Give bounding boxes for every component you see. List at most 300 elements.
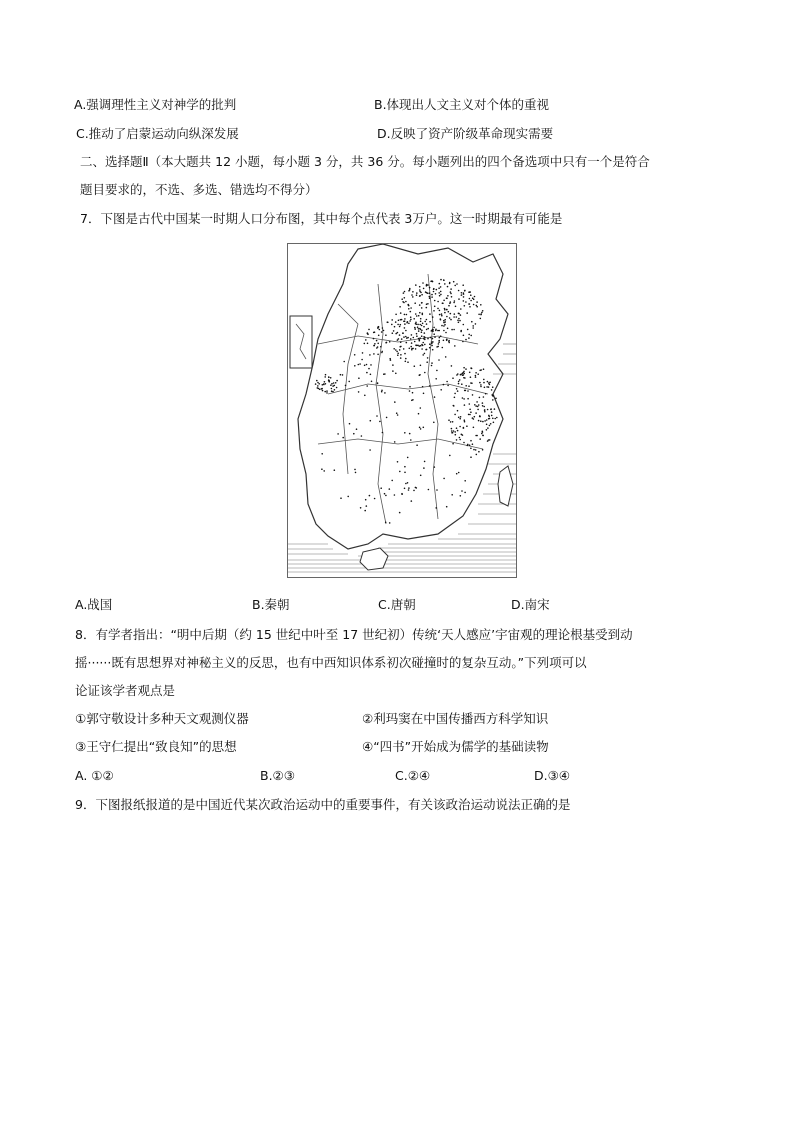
- population-dot: [463, 377, 465, 379]
- population-dot: [422, 386, 424, 388]
- population-dot: [415, 323, 417, 325]
- population-dot: [462, 373, 464, 375]
- population-dot: [460, 308, 462, 310]
- population-dot: [416, 487, 418, 489]
- population-dot: [421, 307, 423, 309]
- population-dot: [399, 471, 401, 473]
- population-dot: [422, 354, 424, 356]
- population-dot: [399, 326, 401, 328]
- population-dot: [464, 290, 466, 292]
- q8-stem-line1: 8．有学者指出：“明中后期（约 15 世纪中叶至 17 世纪初）传统‘天人感应’宇宙观的理论根基受到动: [75, 627, 633, 642]
- population-dot: [464, 419, 466, 421]
- population-dot: [484, 420, 486, 422]
- population-dot: [451, 494, 453, 496]
- population-dot: [322, 384, 324, 386]
- population-dot: [434, 396, 436, 398]
- population-dot: [463, 300, 465, 302]
- population-dot: [387, 321, 389, 323]
- population-dot: [407, 482, 409, 484]
- population-dot: [454, 300, 456, 302]
- population-dot: [458, 318, 460, 320]
- population-dot: [422, 342, 424, 344]
- population-dot: [381, 391, 383, 393]
- population-dot: [478, 404, 480, 406]
- population-dot: [404, 297, 406, 299]
- population-dot: [465, 368, 467, 370]
- population-dot: [459, 379, 461, 381]
- population-dot: [330, 377, 332, 379]
- population-dot: [456, 427, 458, 429]
- population-dot: [492, 395, 494, 397]
- population-dot: [331, 388, 333, 390]
- q8-option-d: D.③④: [534, 768, 571, 783]
- population-dot: [427, 357, 429, 359]
- population-dot: [453, 316, 455, 318]
- population-dot: [477, 373, 479, 375]
- population-dot: [450, 291, 452, 293]
- q7-option-d: D.南宋: [511, 597, 550, 612]
- population-dot: [364, 395, 366, 397]
- population-dot: [443, 320, 445, 322]
- population-dot: [482, 405, 484, 407]
- population-dot: [448, 419, 450, 421]
- population-dot: [451, 296, 453, 298]
- q8-item-3: ③王守仁提出“致良知”的思想: [75, 739, 237, 754]
- population-dot: [440, 279, 442, 281]
- population-dot: [465, 385, 467, 387]
- population-dot: [486, 386, 488, 388]
- population-dot: [421, 325, 423, 327]
- population-dot: [382, 327, 384, 329]
- population-dot: [475, 375, 477, 377]
- population-dot: [404, 327, 406, 329]
- population-dot: [450, 319, 452, 321]
- population-dot: [361, 435, 363, 437]
- population-dot: [483, 396, 485, 398]
- population-dot: [444, 312, 446, 314]
- population-dot: [358, 377, 360, 379]
- population-dot: [342, 437, 344, 439]
- population-dot: [400, 319, 402, 321]
- population-dot: [429, 313, 431, 315]
- population-dot: [374, 498, 376, 500]
- population-dot: [361, 359, 363, 361]
- population-dot: [411, 334, 413, 336]
- population-dot: [478, 420, 480, 422]
- population-dot: [370, 364, 372, 366]
- population-dot: [454, 414, 456, 416]
- population-dot: [415, 322, 417, 324]
- population-dot: [419, 374, 421, 376]
- population-dot: [475, 412, 477, 414]
- population-dot: [371, 381, 373, 383]
- population-dot: [490, 408, 492, 410]
- population-dot: [435, 329, 437, 331]
- population-dot: [486, 424, 488, 426]
- population-dot: [486, 419, 488, 421]
- population-dot: [434, 306, 436, 308]
- population-dot: [447, 286, 449, 288]
- population-dot: [368, 368, 370, 370]
- population-dot: [398, 338, 400, 340]
- population-dot: [413, 337, 415, 339]
- population-dot: [439, 295, 441, 297]
- population-dot: [401, 298, 403, 300]
- population-dot: [474, 404, 476, 406]
- population-dot: [436, 489, 438, 491]
- population-dot: [429, 287, 431, 289]
- q8-option-a: A. ①②: [75, 768, 114, 783]
- population-dot: [405, 330, 407, 332]
- population-dot: [443, 300, 445, 302]
- population-dot: [382, 432, 384, 434]
- population-dot: [459, 437, 461, 439]
- population-dot: [318, 383, 320, 385]
- population-dot: [434, 336, 436, 338]
- population-dot: [422, 323, 424, 325]
- population-dot: [439, 337, 441, 339]
- population-dot: [325, 374, 327, 376]
- population-dot: [419, 324, 421, 326]
- population-dot: [417, 324, 419, 326]
- population-dot: [479, 382, 481, 384]
- population-dot: [458, 472, 460, 474]
- population-dot: [342, 374, 344, 376]
- population-dot: [323, 470, 325, 472]
- population-dot: [419, 337, 421, 339]
- population-dot: [409, 386, 411, 388]
- population-dot: [430, 337, 432, 339]
- population-dot: [370, 374, 372, 376]
- population-dot: [356, 428, 358, 430]
- population-dot: [457, 410, 459, 412]
- population-dot: [377, 327, 379, 329]
- population-dot: [468, 414, 470, 416]
- population-dot: [456, 388, 458, 390]
- population-dot: [483, 379, 485, 381]
- population-dot: [435, 507, 437, 509]
- population-dot: [362, 352, 364, 354]
- population-dot: [426, 323, 428, 325]
- population-dot: [400, 357, 402, 359]
- population-dot: [492, 386, 494, 388]
- population-dot: [433, 327, 435, 329]
- population-dot: [472, 394, 474, 396]
- population-dot: [484, 409, 486, 411]
- population-dot: [421, 348, 423, 350]
- population-dot: [467, 398, 469, 400]
- population-dot: [397, 354, 399, 356]
- population-dot: [389, 488, 391, 490]
- population-dot: [419, 339, 421, 341]
- population-dot: [392, 332, 394, 334]
- population-dot: [473, 304, 475, 306]
- population-dot: [469, 403, 471, 405]
- population-dot: [438, 330, 440, 332]
- population-dot: [447, 385, 449, 387]
- section2-heading-line1: 二、选择题Ⅱ（本大题共 12 小题，每小题 3 分，共 36 分。每小题列出的四个备选项中只有一个是符合: [80, 154, 650, 169]
- population-dot: [437, 308, 439, 310]
- population-dot: [396, 351, 398, 353]
- population-dot: [433, 288, 435, 290]
- population-dot: [444, 308, 446, 310]
- q8-item-1: ①郭守敬设计多种天文观测仪器: [75, 711, 249, 726]
- population-dot: [469, 444, 471, 446]
- population-dot: [364, 365, 366, 367]
- population-dot: [410, 307, 412, 309]
- population-dot: [446, 309, 448, 311]
- population-dot: [480, 369, 482, 371]
- population-dot: [485, 393, 487, 395]
- population-dot: [379, 329, 381, 331]
- population-dot: [409, 433, 411, 435]
- population-dot: [391, 324, 393, 326]
- population-dot: [472, 443, 474, 445]
- population-dot: [373, 353, 375, 355]
- population-dot: [443, 325, 445, 327]
- population-dot: [332, 391, 334, 393]
- population-dot: [468, 291, 470, 293]
- population-dot: [455, 306, 457, 308]
- population-dot: [467, 390, 469, 392]
- population-distribution-map: [287, 243, 517, 578]
- population-dot: [319, 389, 321, 391]
- population-dot: [449, 317, 451, 319]
- population-dot: [439, 283, 441, 285]
- population-dot: [492, 399, 494, 401]
- population-dot: [488, 415, 490, 417]
- population-dot: [419, 295, 421, 297]
- population-dot: [438, 292, 440, 294]
- population-dot: [412, 291, 414, 293]
- population-dot: [404, 314, 406, 316]
- population-dot: [479, 438, 481, 440]
- population-dot: [487, 409, 489, 411]
- population-dot: [487, 381, 489, 383]
- q6-option-c: C.推动了启蒙运动向纵深发展: [76, 126, 239, 141]
- population-dot: [449, 455, 451, 457]
- coastline: [298, 244, 508, 549]
- population-dot: [420, 321, 422, 323]
- population-dot: [454, 393, 456, 395]
- population-dot: [377, 346, 379, 348]
- population-dot: [469, 409, 471, 411]
- population-dot: [397, 461, 399, 463]
- population-dot: [450, 313, 452, 315]
- population-dot: [399, 346, 401, 348]
- population-dot: [391, 319, 393, 321]
- population-dot: [384, 493, 386, 495]
- population-dot: [420, 365, 422, 367]
- population-dot: [404, 353, 406, 355]
- population-dot: [465, 339, 467, 341]
- q8-option-c: C.②④: [395, 768, 431, 783]
- population-dot: [391, 480, 393, 482]
- population-dot: [443, 279, 445, 281]
- population-dot: [458, 417, 460, 419]
- population-dot: [328, 376, 330, 378]
- population-dot: [441, 325, 443, 327]
- population-dot: [403, 292, 405, 294]
- population-dot: [429, 296, 431, 298]
- population-dot: [475, 376, 477, 378]
- population-dot: [475, 405, 477, 407]
- population-dot: [443, 478, 445, 480]
- population-dot: [444, 324, 446, 326]
- population-dot: [421, 330, 423, 332]
- population-dots: [315, 279, 498, 524]
- population-dot: [340, 374, 342, 376]
- population-dot: [414, 341, 416, 343]
- population-dot: [358, 364, 360, 366]
- population-dot: [471, 368, 473, 370]
- population-dot: [420, 345, 422, 347]
- population-dot: [464, 390, 466, 392]
- population-dot: [480, 420, 482, 422]
- q8-item-2: ②利玛窦在中国传播西方科学知识: [362, 711, 549, 726]
- population-dot: [354, 354, 356, 356]
- population-dot: [404, 432, 406, 434]
- population-dot: [424, 321, 426, 323]
- population-dot: [450, 288, 452, 290]
- population-dot: [395, 349, 397, 351]
- population-dot: [456, 283, 458, 285]
- population-dot: [366, 505, 368, 507]
- population-dot: [450, 421, 452, 423]
- population-dot: [467, 445, 469, 447]
- population-dot: [470, 335, 472, 337]
- population-dot: [453, 281, 455, 283]
- population-dot: [445, 332, 447, 334]
- population-dot: [419, 427, 421, 429]
- population-dot: [418, 315, 420, 317]
- population-dot: [324, 381, 326, 383]
- population-dot: [480, 314, 482, 316]
- population-dot: [321, 453, 323, 455]
- population-dot: [416, 335, 418, 337]
- population-dot: [471, 321, 473, 323]
- population-dot: [381, 331, 383, 333]
- population-dot: [429, 385, 431, 387]
- population-dot: [470, 448, 472, 450]
- population-dot: [401, 338, 403, 340]
- population-dot: [389, 341, 391, 343]
- population-dot: [427, 303, 429, 305]
- inset-map-frame: [290, 316, 312, 368]
- population-dot: [459, 320, 461, 322]
- population-dot: [331, 383, 333, 385]
- population-dot: [405, 336, 407, 338]
- population-dot: [410, 316, 412, 318]
- q7-option-b: B.秦朝: [252, 597, 290, 612]
- population-dot: [463, 293, 465, 295]
- population-dot: [408, 305, 410, 307]
- population-dot: [446, 339, 448, 341]
- population-dot: [366, 364, 368, 366]
- population-dot: [403, 348, 405, 350]
- population-dot: [424, 353, 426, 355]
- population-dot: [481, 433, 483, 435]
- population-dot: [458, 290, 460, 292]
- population-dot: [453, 405, 455, 407]
- population-dot: [431, 280, 433, 282]
- population-dot: [404, 466, 406, 468]
- population-dot: [433, 291, 435, 293]
- population-dot: [480, 318, 482, 320]
- population-dot: [431, 345, 433, 347]
- population-dot: [439, 310, 441, 312]
- population-dot: [492, 418, 494, 420]
- population-dot: [411, 342, 413, 344]
- population-dot: [370, 420, 372, 422]
- population-dot: [406, 314, 408, 316]
- population-dot: [380, 487, 382, 489]
- population-dot: [440, 286, 442, 288]
- population-dot: [316, 380, 318, 382]
- population-dot: [416, 315, 418, 317]
- population-dot: [409, 390, 411, 392]
- population-dot: [347, 496, 349, 498]
- population-dot: [465, 301, 467, 303]
- population-dot: [318, 388, 320, 390]
- population-dot: [446, 297, 448, 299]
- population-dot: [399, 334, 401, 336]
- population-dot: [354, 365, 356, 367]
- population-dot: [488, 386, 490, 388]
- population-dot: [414, 365, 416, 367]
- population-dot: [412, 348, 414, 350]
- population-dot: [410, 338, 412, 340]
- population-dot: [408, 290, 410, 292]
- population-dot: [416, 333, 418, 335]
- population-dot: [466, 425, 468, 427]
- population-dot: [324, 376, 326, 378]
- population-dot: [377, 343, 379, 345]
- population-dot: [432, 316, 434, 318]
- population-dot: [381, 352, 383, 354]
- population-dot: [405, 483, 407, 485]
- population-dot: [440, 335, 442, 337]
- population-dot: [398, 320, 400, 322]
- population-dot: [418, 413, 420, 415]
- population-dot: [410, 439, 412, 441]
- population-dot: [364, 343, 366, 345]
- population-dot: [359, 363, 361, 365]
- population-dot: [419, 345, 421, 347]
- population-dot: [469, 303, 471, 305]
- population-dot: [463, 442, 465, 444]
- population-dot: [317, 385, 319, 387]
- population-dot: [416, 345, 418, 347]
- population-dot: [386, 417, 388, 419]
- population-dot: [406, 337, 408, 339]
- population-dot: [475, 372, 477, 374]
- population-dot: [414, 328, 416, 330]
- population-dot: [454, 397, 456, 399]
- q8-item-4: ④“四书”开始成为儒学的基础读物: [362, 739, 549, 754]
- population-dot: [468, 334, 470, 336]
- population-dot: [440, 318, 442, 320]
- population-dot: [446, 506, 448, 508]
- population-dot: [458, 322, 460, 324]
- population-dot: [448, 305, 450, 307]
- population-dot: [397, 324, 399, 326]
- population-dot: [401, 493, 403, 495]
- population-dot: [459, 418, 461, 420]
- population-dot: [397, 414, 399, 416]
- population-dot: [494, 418, 496, 420]
- population-dot: [379, 421, 381, 423]
